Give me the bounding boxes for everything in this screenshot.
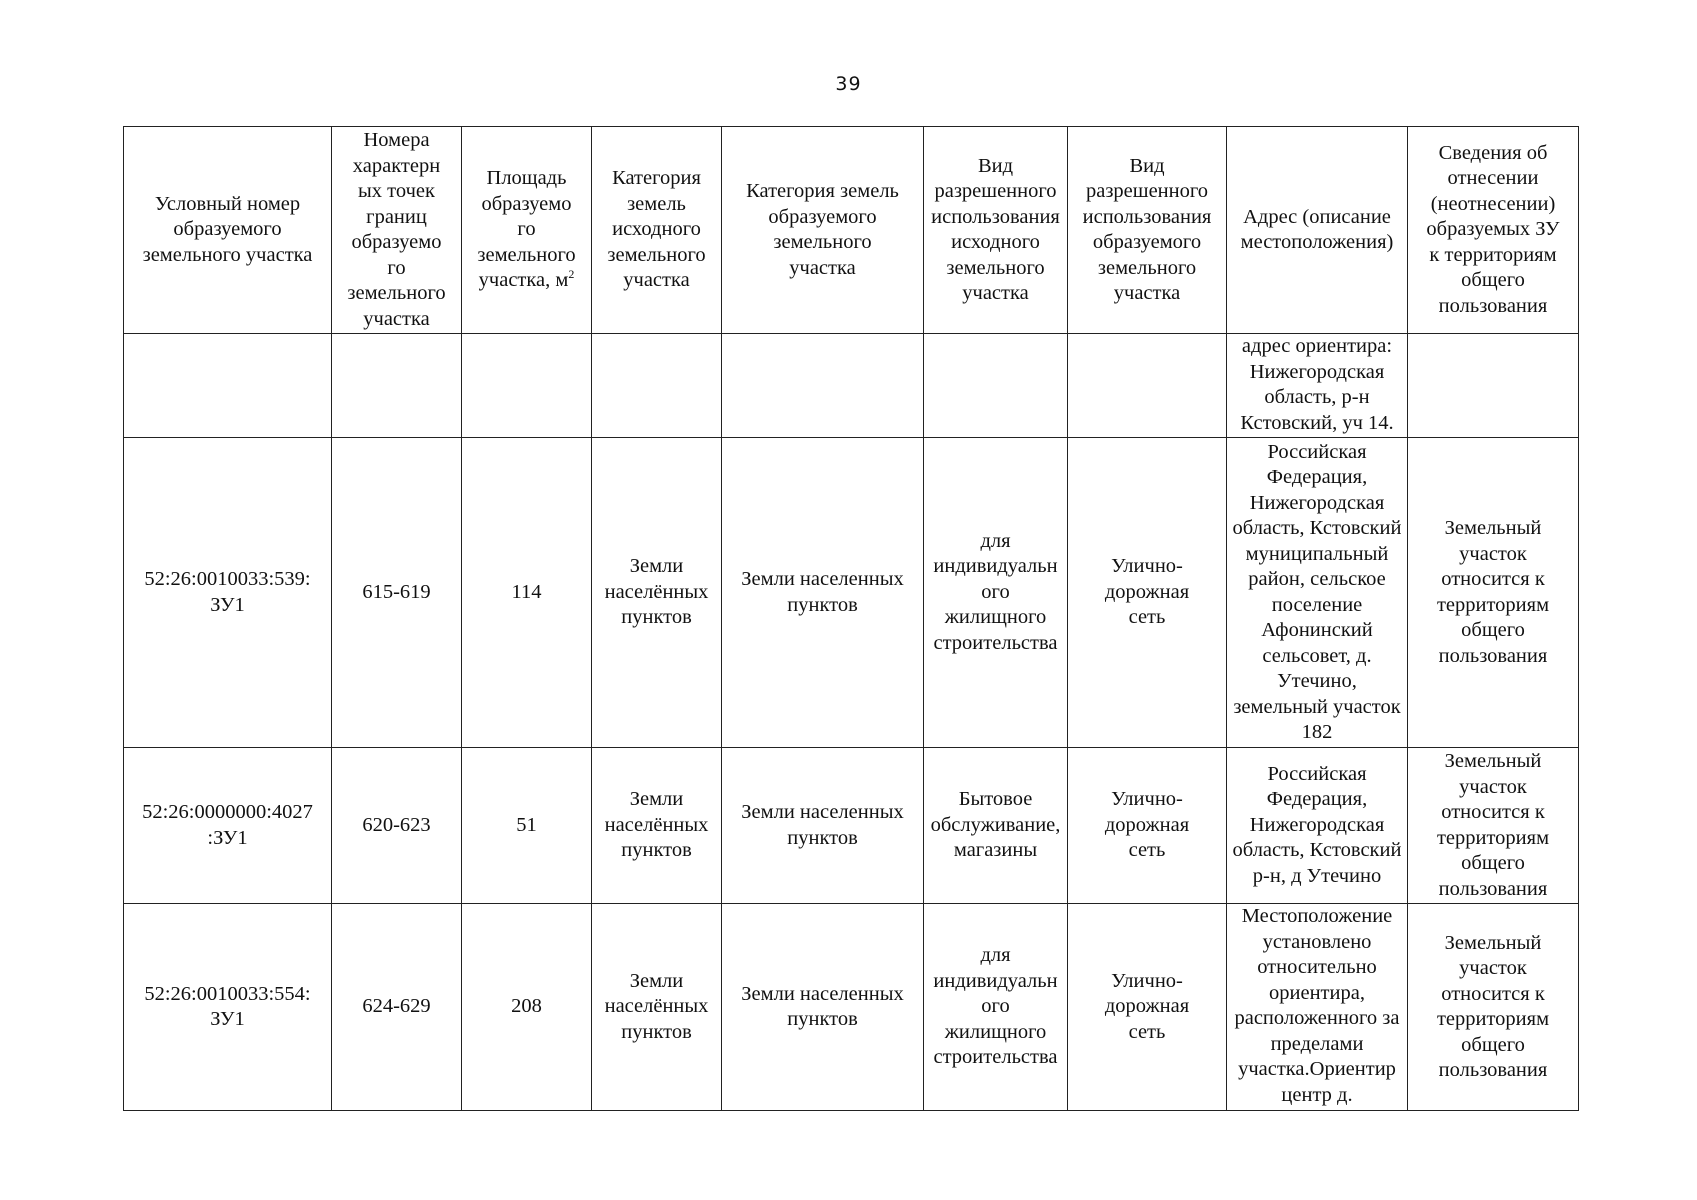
table-cell-boundary-points: 615-619 [332,438,462,748]
land-plots-table [123,126,1579,1111]
table-cell-plot-number: 52:26:0010033:554: ЗУ1 [124,904,332,1111]
table-cell [124,334,332,438]
table-cell-source-land-category: Земли населённых пунктов [592,438,722,748]
table-cell-address: Местоположение установлено относительно ориентира, расположенного за пределами участка.Ориентир центр д. [1227,904,1408,1111]
table-cell-formed-land-category: Земли населенных пунктов [722,438,924,748]
table-cell-plot-number: 52:26:0010033:539: ЗУ1 [124,438,332,748]
table-cell-source-permitted-use: Бытовое обслуживание, магазины [924,748,1068,904]
header-formed-land-category: Категория земель образуемого земельного участка [722,127,924,334]
header-source-land-category: Категория земель исходного земельного участка [592,127,722,334]
header-plot-number: Условный номер образуемого земельного участка [124,127,332,334]
table-cell-formed-land-category: Земли населенных пунктов [722,748,924,904]
header-area [462,127,592,334]
header-source-permitted-use: Вид разрешенного использования исходного земельного участка [924,127,1068,334]
table-row-continuation [124,334,1579,438]
table-cell-public-use-info: Земельный участок относится к территориям общего пользования [1408,748,1579,904]
table-cell-formed-permitted-use: Улично- дорожная сеть [1068,748,1227,904]
table-cell-area: 114 [462,438,592,748]
table-cell-address: адрес ориентира: Нижегородская область, р-н Кстовский, уч 14. [1227,334,1408,438]
table-cell-source-land-category: Земли населённых пунктов [592,904,722,1111]
table-cell-address: Российская Федерация, Нижегородская область, Кстовский муниципальный район, сельское поселение Афонинский сельсовет, д. Утечино, земельный участок 182 [1227,438,1408,748]
table-cell-source-permitted-use: для индивидуальн ого жилищного строительства [924,904,1068,1111]
table-cell [1408,334,1579,438]
table-cell [592,334,722,438]
table-cell [722,334,924,438]
table-cell-boundary-points: 620-623 [332,748,462,904]
table-cell-formed-land-category: Земли населенных пунктов [722,904,924,1111]
table-cell-area: 208 [462,904,592,1111]
table-row [124,438,1579,748]
header-area-unit-sup: 2 [568,267,575,282]
table-cell-area: 51 [462,748,592,904]
table-row [124,748,1579,904]
table-cell-formed-permitted-use: Улично- дорожная сеть [1068,904,1227,1111]
table-cell-source-permitted-use: для индивидуальн ого жилищного строительства [924,438,1068,748]
table-cell [332,334,462,438]
table-cell-formed-permitted-use: Улично- дорожная сеть [1068,438,1227,748]
page-number: 39 [835,73,862,95]
header-public-use-info: Сведения об отнесении (неотнесении) образуемых ЗУ к территориям общего пользования [1408,127,1579,334]
table-cell-public-use-info: Земельный участок относится к территориям общего пользования [1408,438,1579,748]
table-row [124,904,1579,1111]
table-cell-boundary-points: 624-629 [332,904,462,1111]
table-cell-public-use-info: Земельный участок относится к территориям общего пользования [1408,904,1579,1111]
table-cell-address: Российская Федерация, Нижегородская область, Кстовский р-н, д Утечино [1227,748,1408,904]
header-formed-permitted-use: Вид разрешенного использования образуемого земельного участка [1068,127,1227,334]
header-boundary-points: Номера характерн ых точек границ образуемо го земельного участка [332,127,462,334]
header-area-label: Площадь образуемо го земельного участка, м [477,167,576,292]
header-address: Адрес (описание местоположения) [1227,127,1408,334]
table-cell [924,334,1068,438]
table-cell [462,334,592,438]
table-cell-plot-number: 52:26:0000000:4027 :ЗУ1 [124,748,332,904]
table-cell [1068,334,1227,438]
table-cell-source-land-category: Земли населённых пунктов [592,748,722,904]
table-header-row [124,127,1579,334]
